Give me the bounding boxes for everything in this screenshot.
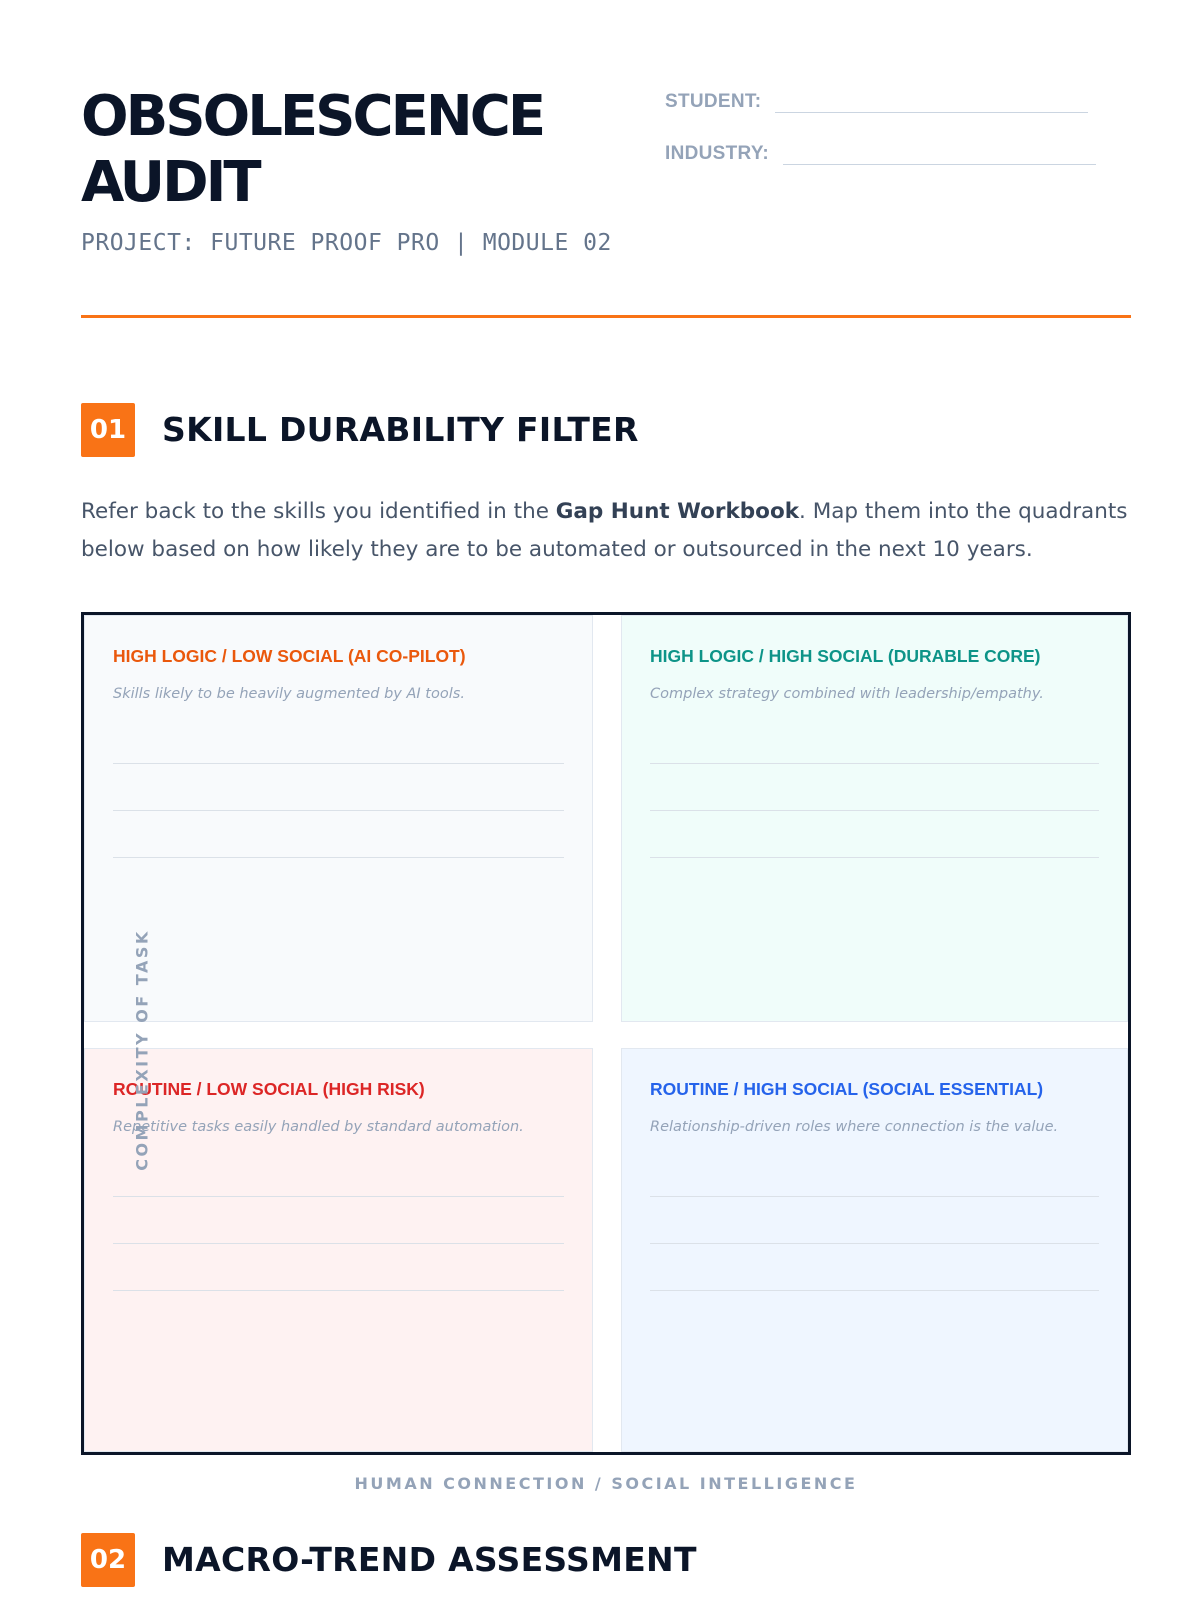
industry-input-line[interactable]: [783, 138, 1096, 165]
header-divider: [81, 315, 1131, 318]
intro-text-end: . Map them into the quadrants below based on how likely they are to be automated or outsourced in the next 10 years.: [81, 499, 1128, 562]
quadrant-high-risk: [84, 1048, 593, 1452]
industry-label: INDUSTRY:: [665, 143, 770, 164]
write-line[interactable]: [650, 1243, 1099, 1244]
section-number-badge: 01: [81, 403, 135, 457]
quadrant-social-essential: [621, 1048, 1128, 1452]
write-line[interactable]: [650, 857, 1099, 858]
y-axis-label: COMPLEXITY OF TASK: [132, 929, 152, 1171]
section-number-badge: 02: [81, 1533, 135, 1587]
write-line[interactable]: [650, 1196, 1099, 1197]
page-title: [81, 84, 641, 216]
write-line[interactable]: [650, 763, 1099, 764]
write-line[interactable]: [113, 1290, 564, 1291]
write-line[interactable]: [650, 1290, 1099, 1291]
skill-quadrant-matrix: [81, 612, 1131, 1455]
student-field: [665, 86, 1088, 113]
industry-field: [665, 138, 1096, 165]
section-title: SKILL DURABILITY FILTER: [162, 410, 639, 449]
intro-text-start: Refer back to the skills you identified in the: [81, 499, 556, 524]
section-intro: [81, 493, 1141, 569]
write-line[interactable]: [113, 763, 564, 764]
quadrant-durable-core: [621, 615, 1128, 1022]
quadrant-title: HIGH LOGIC / LOW SOCIAL (AI CO-PILOT): [113, 646, 466, 666]
page-title-line2: AUDIT: [81, 150, 259, 215]
quadrant-description: Relationship-driven roles where connection is the value.: [650, 1119, 1059, 1135]
quadrant-description: Repetitive tasks easily handled by standard automation.: [113, 1119, 524, 1135]
write-line[interactable]: [113, 857, 564, 858]
student-input-line[interactable]: [775, 86, 1088, 113]
x-axis-label: HUMAN CONNECTION / SOCIAL INTELLIGENCE: [354, 1474, 858, 1493]
quadrant-description: Skills likely to be heavily augmented by AI tools.: [113, 686, 465, 702]
quadrant-title: ROUTINE / HIGH SOCIAL (SOCIAL ESSENTIAL): [650, 1079, 1044, 1099]
write-line[interactable]: [113, 810, 564, 811]
quadrant-title: ROUTINE / LOW SOCIAL (HIGH RISK): [113, 1079, 425, 1099]
intro-workbook-name: Gap Hunt Workbook: [555, 499, 800, 524]
write-line[interactable]: [113, 1196, 564, 1197]
section-title: MACRO-TREND ASSESSMENT: [162, 1540, 697, 1579]
write-line[interactable]: [650, 810, 1099, 811]
page-title-line1: OBSOLESCENCE: [81, 84, 544, 149]
quadrant-description: Complex strategy combined with leadership/empathy.: [650, 686, 1044, 702]
quadrant-title: HIGH LOGIC / HIGH SOCIAL (DURABLE CORE): [650, 646, 1041, 666]
write-line[interactable]: [113, 1243, 564, 1244]
worksheet-page: [81, 0, 1131, 1600]
student-label: STUDENT:: [665, 91, 762, 112]
quadrant-ai-copilot: [84, 615, 593, 1022]
project-subtitle: PROJECT: FUTURE PROOF PRO | MODULE 02: [81, 230, 612, 256]
